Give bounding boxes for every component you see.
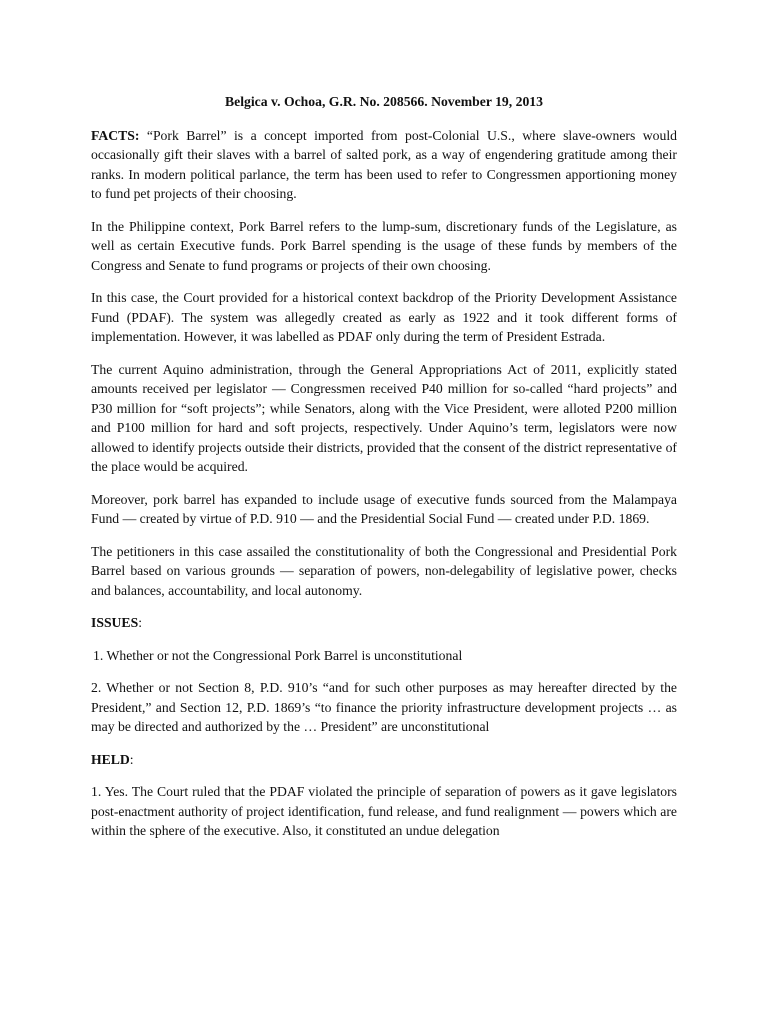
facts-paragraph-3: In this case, the Court provided for a historical context backdrop of the Priority Development Assistance Fund (PDAF). The system was allegedly created as early as 1922 and it took different forms of implementation. However, it was labelled as PDAF only during the term of President Estrada.	[91, 290, 677, 344]
document-title: Belgica v. Ochoa, G.R. No. 208566. November 19, 2013	[225, 94, 543, 109]
held-paragraph-1: 1. Yes. The Court ruled that the PDAF violated the principle of separation of powers as it gave legislators post-enactment authority of project identification, fund release, and fund realignment — powers which are within the sphere of the executive. Also, it constituted an undue delegation	[91, 784, 677, 838]
facts-paragraph-2: In the Philippine context, Pork Barrel refers to the lump-sum, discretionary funds of the Legislature, as well as certain Executive funds. Pork Barrel spending is the usage of these funds by members of the Congress and Senate to fund programs or projects of their own choosing.	[91, 218, 677, 273]
issue-item-1: 1. Whether or not the Congressional Pork Barrel is unconstitutional	[93, 647, 463, 663]
facts-text-1: “Pork Barrel” is a concept imported from post-Colonial U.S., where slave-owners would occasionally gift their slaves with a barrel of salted pork, as a way of engendering gratitude among their ranks. In modern political parlance, the term has been used to refer to Congressmen apportioning money to fund pet projects of their choosing.	[91, 127, 677, 201]
held-heading	[91, 750, 677, 770]
held-label: HELD	[91, 751, 130, 767]
issues-label: ISSUES	[91, 615, 139, 630]
document-page	[91, 92, 677, 854]
issues-colon: :	[138, 615, 142, 630]
issue-item-2: 2. Whether or not Section 8, P.D. 910’s “and for such other purposes as may hereafter directed by the President,” and Section 12, P.D. 1869’s “to finance the priority infrastructure development projects … as may be directed and authorized by the … President” are unconstitutional	[91, 680, 677, 734]
facts-paragraph-4: The current Aquino administration, through the General Appropriations Act of 2011, explicitly stated amounts received per legislator — Congressmen received P40 million for so-called “hard projects” and P30 million for “soft projects”; while Senators, along with the Vice President, were alloted P200 million and P100 million for hard and soft projects, respectively. Under Aquino’s term, legislators were now allowed to identify projects outside their districts, provided that the consent of the district representative of the place would be acquired.	[91, 361, 677, 474]
held-colon: :	[129, 751, 134, 767]
facts-paragraph-5: Moreover, pork barrel has expanded to include usage of executive funds sourced from the Malampaya Fund — created by virtue of P.D. 910 — and the Presidential Social Fund — created under P.D. 1869.	[91, 491, 677, 526]
facts-paragraph-6: The petitioners in this case assailed the constitutionality of both the Congressional and Presidential Pork Barrel based on various grounds — separation of powers, non-delegability of legislative power, checks and balances, accountability, and local autonomy.	[91, 543, 677, 598]
facts-paragraph-1	[91, 126, 677, 204]
issues-heading	[91, 613, 677, 633]
facts-label: FACTS:	[91, 127, 140, 143]
